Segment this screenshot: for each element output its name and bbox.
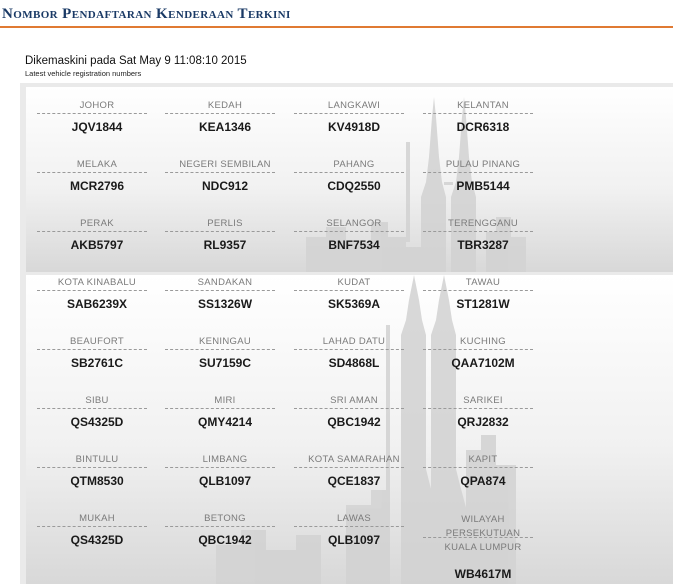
cell-divider — [294, 172, 404, 173]
registration-cell — [160, 513, 290, 547]
plate-number: QBC1942 — [327, 415, 381, 429]
cell-divider — [423, 290, 533, 291]
registration-cell — [418, 159, 548, 193]
cell-divider — [165, 349, 275, 350]
registration-cell — [32, 336, 162, 370]
plate-number: TBR3287 — [457, 238, 509, 252]
plate-number: MCR2796 — [69, 179, 125, 193]
plate-number: QPA874 — [460, 474, 506, 488]
registration-cell — [32, 277, 162, 311]
cell-divider — [294, 113, 404, 114]
registration-cell — [289, 277, 419, 311]
cell-divider — [165, 113, 275, 114]
state-label: SANDAKAN — [197, 277, 253, 288]
state-label: LANGKAWI — [327, 100, 381, 111]
plate-number: SU7159C — [198, 356, 252, 370]
state-label: KOTA KINABALU — [57, 277, 137, 288]
state-label: JOHOR — [79, 100, 115, 111]
cell-divider — [37, 172, 147, 173]
plate-number: SK5369A — [327, 297, 381, 311]
title-divider — [0, 26, 673, 28]
plate-number: QAA7102M — [451, 356, 515, 370]
registration-cell — [32, 454, 162, 488]
registration-cell — [160, 218, 290, 252]
plate-number: QS4325D — [70, 415, 124, 429]
cell-divider — [37, 467, 147, 468]
registration-cell — [289, 513, 419, 547]
cell-divider — [37, 113, 147, 114]
state-label: WILAYAH PERSEKUTUAN KUALA LUMPUR — [444, 514, 522, 553]
state-label: BINTULU — [75, 454, 119, 465]
registration-cell — [32, 218, 162, 252]
state-label: TAWAU — [465, 277, 501, 288]
cell-divider — [423, 231, 533, 232]
state-label: SELANGOR — [326, 218, 382, 229]
plate-number: NDC912 — [201, 179, 249, 193]
page-title: Nombor Pendaftaran Kenderaan Terkini — [2, 6, 291, 22]
cell-divider — [423, 408, 533, 409]
plate-number: QS4325D — [70, 533, 124, 547]
plate-number: QBC1942 — [198, 533, 252, 547]
state-label: KOTA SAMARAHAN — [308, 454, 400, 465]
registration-cell — [32, 395, 162, 429]
state-label: KELANTAN — [457, 100, 509, 111]
registration-cell — [289, 159, 419, 193]
registration-cell — [418, 454, 548, 488]
registration-cell — [160, 336, 290, 370]
plate-number: KV4918D — [327, 120, 381, 134]
plate-number: QLB1097 — [198, 474, 252, 488]
plate-number: RL9357 — [203, 238, 247, 252]
plate-number: PMB5144 — [456, 179, 510, 193]
state-label: NEGERI SEMBILAN — [179, 159, 271, 170]
state-label: KENINGAU — [198, 336, 252, 347]
state-label: MELAKA — [76, 159, 118, 170]
registration-cell — [289, 336, 419, 370]
registration-cell — [160, 277, 290, 311]
registration-cell — [289, 395, 419, 429]
cell-divider — [423, 113, 533, 114]
registration-cell — [160, 395, 290, 429]
cell-divider — [37, 526, 147, 527]
state-label: TERENGGANU — [447, 218, 519, 229]
state-label: PERAK — [80, 218, 114, 229]
plate-number: QRJ2832 — [457, 415, 509, 429]
state-label: BETONG — [204, 513, 246, 524]
cell-divider — [294, 349, 404, 350]
registration-cell — [418, 100, 548, 134]
state-label: PAHANG — [333, 159, 375, 170]
cell-divider — [37, 231, 147, 232]
state-label: KUDAT — [337, 277, 371, 288]
registration-cell — [418, 513, 548, 581]
plate-number: BNF7534 — [328, 238, 380, 252]
cell-divider — [423, 172, 533, 173]
cell-divider — [294, 408, 404, 409]
state-label: MIRI — [214, 395, 236, 406]
state-label: MUKAH — [79, 513, 115, 524]
cell-divider — [423, 349, 533, 350]
plate-number: AKB5797 — [70, 238, 124, 252]
state-label: KAPIT — [468, 454, 498, 465]
cell-divider — [423, 537, 533, 538]
state-label: LAWAS — [336, 513, 372, 524]
plate-number: ST1281W — [456, 297, 510, 311]
state-label: BEAUFORT — [70, 336, 124, 347]
plate-number: JQV1844 — [71, 120, 123, 134]
state-label: PULAU PINANG — [445, 159, 521, 170]
plate-number: QLB1097 — [327, 533, 381, 547]
registration-cell — [160, 159, 290, 193]
cell-divider — [423, 467, 533, 468]
last-updated-text: Dikemaskini pada Sat May 9 11:08:10 2015 — [25, 55, 247, 67]
registration-cell — [418, 277, 548, 311]
state-label: KEDAH — [207, 100, 243, 111]
plate-number: CDQ2550 — [327, 179, 381, 193]
registration-cell — [160, 454, 290, 488]
cell-divider — [37, 408, 147, 409]
registration-cell — [289, 218, 419, 252]
state-label: SRI AMAN — [330, 395, 378, 406]
registration-cell — [418, 336, 548, 370]
registration-cell — [32, 100, 162, 134]
plate-number: SS1326W — [197, 297, 253, 311]
registration-cell — [289, 100, 419, 134]
cell-divider — [294, 467, 404, 468]
state-label: LIMBANG — [202, 454, 248, 465]
state-label: LAHAD DATU — [322, 336, 386, 347]
plate-number: SD4868L — [328, 356, 380, 370]
plate-number: QCE1837 — [327, 474, 381, 488]
cell-divider — [37, 349, 147, 350]
cell-divider — [294, 290, 404, 291]
cell-divider — [165, 290, 275, 291]
subtitle-text: Latest vehicle registration numbers — [25, 69, 142, 78]
cell-divider — [294, 231, 404, 232]
plate-number: SAB6239X — [66, 297, 128, 311]
cell-divider — [165, 408, 275, 409]
registration-cell — [418, 218, 548, 252]
plate-number: QMY4214 — [197, 415, 253, 429]
registration-cell — [289, 454, 419, 488]
plate-number: QTM8530 — [70, 474, 124, 488]
cell-divider — [294, 526, 404, 527]
registration-cell — [418, 395, 548, 429]
state-label: SARIKEI — [463, 395, 503, 406]
plate-number: DCR6318 — [456, 120, 510, 134]
cell-divider — [165, 467, 275, 468]
state-label: SIBU — [85, 395, 109, 406]
state-label: KUCHING — [460, 336, 506, 347]
registration-cell — [32, 513, 162, 547]
state-label: PERLIS — [207, 218, 243, 229]
cell-divider — [165, 231, 275, 232]
cell-divider — [165, 526, 275, 527]
cell-divider — [37, 290, 147, 291]
plate-number: SB2761C — [70, 356, 124, 370]
plate-number: KEA1346 — [198, 120, 252, 134]
plate-number: WB4617M — [454, 567, 512, 581]
cell-divider — [165, 172, 275, 173]
registration-cell — [160, 100, 290, 134]
registration-cell — [32, 159, 162, 193]
